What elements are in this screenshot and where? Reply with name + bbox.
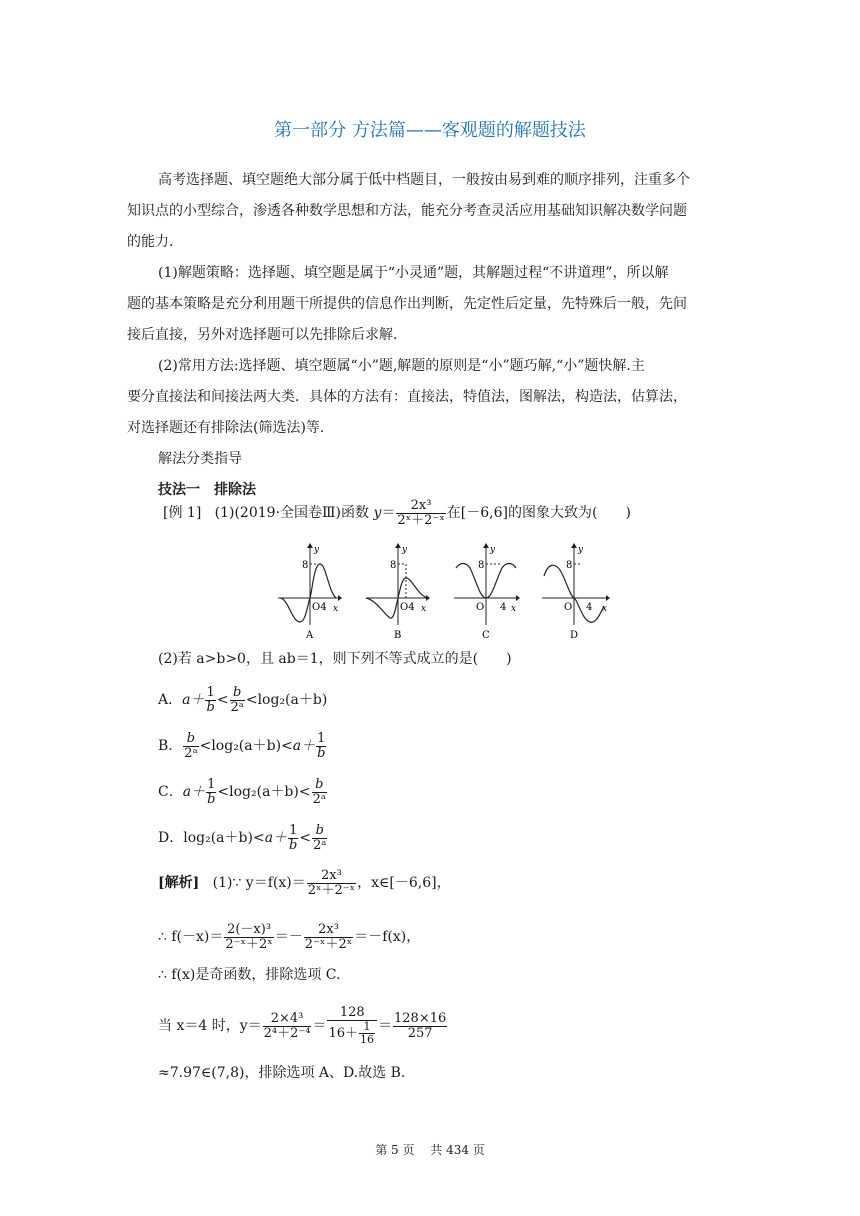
methods-line-2: 要分直接法和间接法两大类．具体的方法有：直接法，特值法，图解法，构造法，估算法，: [127, 389, 687, 405]
graph-d-y-label: y: [578, 545, 584, 555]
graph-c-y-label: y: [490, 545, 496, 555]
graph-b: [366, 543, 430, 641]
graph-a: [278, 543, 342, 641]
option-c-letter: C．: [158, 784, 183, 800]
solution-line-4: 当 x＝4 时，y＝ $\frac{\text{2×4³}}{\text{2⁴＋2⁻⁴}}$ ＝ 128 16＋ $\frac{1}{16}$ ＝ $\frac{128\times 16}{257}$: [158, 1005, 447, 1046]
example-denominator: 2ˣ＋2⁻ˣ: [397, 512, 445, 528]
graph-d-tick-y: 8: [566, 560, 573, 571]
graph-d: [542, 543, 610, 641]
question-2: (2)若 a>b>0，且 ab＝1，则下列不等式成立的是( ): [158, 651, 512, 667]
graph-d-tick-x: 4: [586, 602, 593, 613]
graph-d-tick-o: O: [564, 602, 573, 613]
solution-line-1: [解析] (1)∵ y＝f(x)＝ $\frac{\text{2x³}}{\text{2ˣ＋2⁻ˣ}}$ ，x∈[－6,6]，: [158, 867, 451, 898]
example-tail: 在[－6,6]的图象大致为( ): [446, 505, 631, 521]
example-numerator: 2x³: [396, 499, 445, 514]
graph-a-label: A: [306, 630, 314, 641]
strategy-line-3: 接后直接，另外对选择题可以先排除后求解.: [127, 327, 398, 343]
graph-a-tick-x: O4: [312, 602, 327, 613]
graph-b-x-label: x: [421, 604, 427, 614]
graph-b-label: B: [394, 630, 402, 641]
intro-line-1: 高考选择题、填空题绝大部分属于低中档题目，一般按由易到难的顺序排列，注重多个: [158, 172, 690, 188]
page-footer: 第 5 页 共 434 页: [375, 1143, 485, 1157]
option-a-letter: A．: [158, 692, 183, 708]
graph-c: [454, 543, 520, 641]
graph-c-tick-y: 8: [478, 560, 485, 571]
graph-b-tick-x: O4: [400, 602, 415, 613]
option-b-letter: B．: [158, 738, 183, 754]
solution-label: [解析]: [158, 875, 200, 891]
guide-heading: 解法分类指导: [158, 451, 242, 467]
methods-line-3: 对选择题还有排除法(筛选法)等.: [127, 420, 325, 436]
option-a: A．a＋ $\frac{1}{b}$ < $\frac{b}{\text{2ᵃ}}$ <log₂(a＋b): [158, 684, 328, 715]
example-source: (1)(2019·全国卷Ⅲ)函数: [214, 505, 369, 521]
option-c: C．a＋ $\frac{1}{b}$ <log₂(a＋b)< $\frac{b}{\text{2ᵃ}}$: [158, 776, 326, 807]
solution-line-3: ∴ f(x)是奇函数，排除选项 C.: [158, 967, 341, 983]
graph-d-label: D: [570, 630, 579, 641]
strategy-line-1: (1)解题策略：选择题、填空题是属于“小灵通”题，其解题过程“不讲道理”，所以解: [158, 265, 669, 281]
example-func-var: y: [373, 505, 382, 521]
example-fraction: [396, 499, 445, 528]
page-title: 第一部分 方法篇——客观题的解题技法: [274, 120, 586, 141]
option-b: B． $\frac{b}{\text{2ᵃ}}$ <log₂(a＋b)<a＋ $\frac{1}{b}$: [158, 730, 326, 761]
graph-c-label: C: [482, 630, 490, 641]
graph-a-y-label: y: [314, 545, 320, 555]
graph-c-x-label: x: [511, 604, 517, 614]
graph-c-tick-x: 4: [500, 602, 507, 613]
graph-a-tick-y: 8: [302, 560, 309, 571]
graph-c-tick-o: O: [476, 602, 485, 613]
graph-b-tick-y: 8: [390, 560, 397, 571]
graph-a-curve: [280, 564, 339, 622]
solution-line-2: ∴ f(－x)＝ $\frac{\text{2(－x)³}}{\text{2⁻ˣ＋2ˣ}}$ ＝－ $\frac{\text{2x³}}{\text{2⁻ˣ＋2ˣ}}$ ＝－f(x)，: [158, 921, 421, 952]
intro-line-2: 知识点的小型综合，渗透各种数学思想和方法，能充分考查灵活应用基础知识解决数学问题: [127, 203, 687, 219]
option-graphs: [270, 540, 620, 645]
graph-b-y-label: y: [402, 545, 408, 555]
example-label: [例 1]: [163, 505, 202, 521]
graph-a-x-label: x: [333, 604, 339, 614]
strategy-line-2: 题的基本策略是充分利用题干所提供的信息作出判断，先定性后定量，先特殊后一般，先间: [127, 296, 687, 312]
option-d-letter: D．: [158, 830, 184, 846]
technique-heading: 技法一 排除法: [158, 482, 256, 498]
solution-line-5: ≈7.97∈(7,8)，排除选项 A、D.故选 B.: [158, 1065, 406, 1081]
option-d: D．log₂(a＋b)<a＋ $\frac{1}{b}$ < $\frac{b}{\text{2ᵃ}}$: [158, 822, 327, 853]
methods-line-1: (2)常用方法:选择题、填空题属“小”题,解题的原则是“小”题巧解,“小”题快解.主: [158, 358, 645, 374]
graph-d-x-label: x: [602, 604, 608, 614]
intro-line-3: 的能力.: [127, 234, 174, 250]
example-1-question: [例 1] (1)(2019·全国卷Ⅲ)函数 y＝ $\frac{\text{2x³}}{\text{2ˣ＋2⁻ˣ}}$ 在[－6,6]的图象大致为( ): [163, 497, 631, 528]
